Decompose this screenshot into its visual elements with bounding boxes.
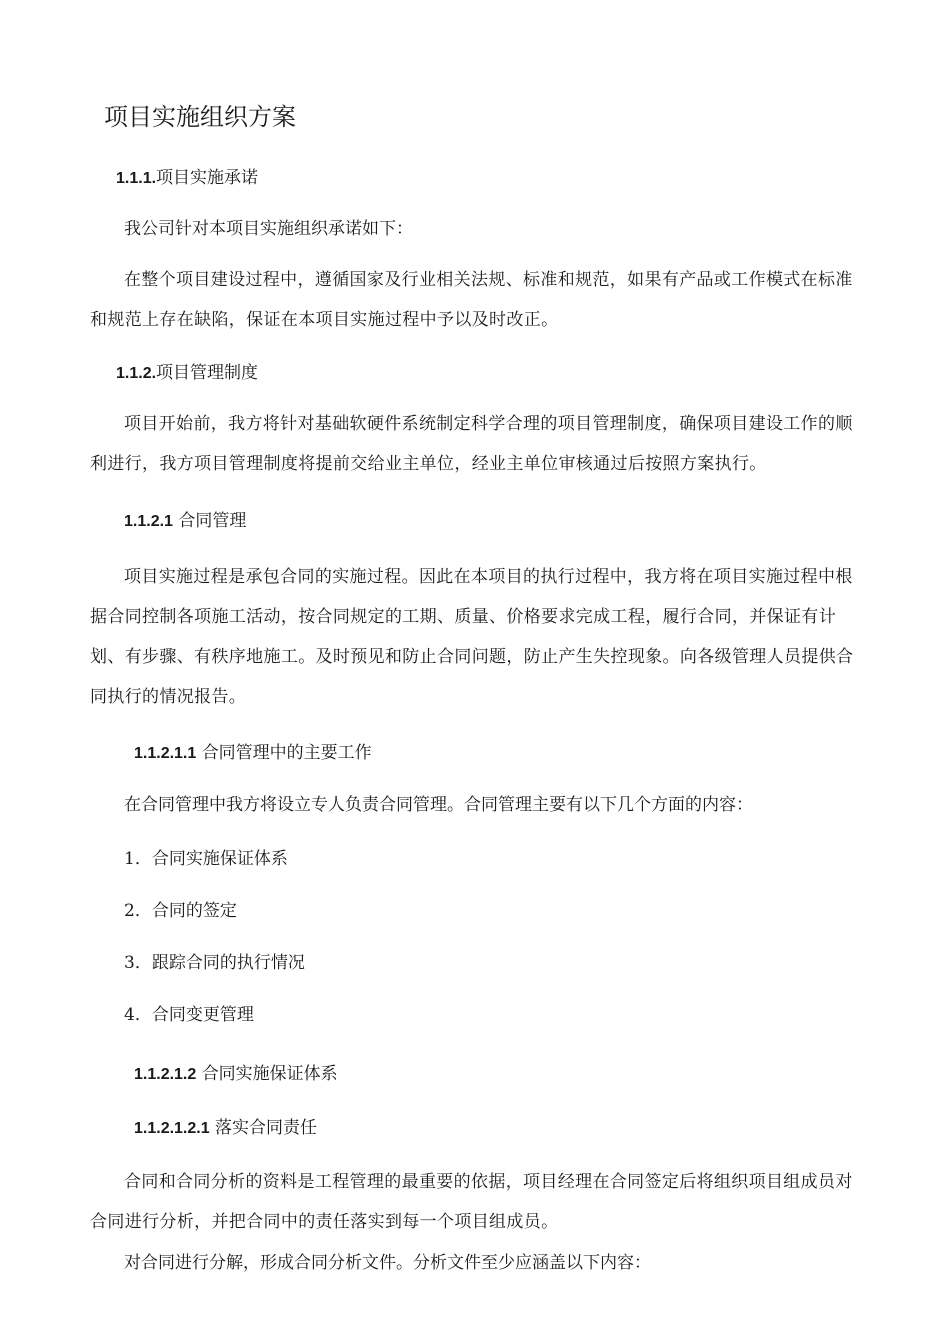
list-item: 4．合同变更管理 bbox=[124, 1005, 254, 1025]
list-item: 3．跟踪合同的执行情况 bbox=[124, 953, 305, 973]
list-item: 2．合同的签定 bbox=[124, 901, 237, 921]
heading-number: 1.1.2. bbox=[116, 365, 157, 382]
heading-text: 落实合同责任 bbox=[215, 1118, 318, 1138]
heading-text: 合同管理 bbox=[178, 511, 247, 531]
heading-text: 合同管理中的主要工作 bbox=[201, 743, 372, 763]
heading-1-1-2-1 bbox=[124, 508, 246, 535]
heading-text: 合同实施保证体系 bbox=[201, 1064, 338, 1084]
heading-number: 1.1.1. bbox=[116, 170, 157, 187]
heading-1-1-2-1-2-1 bbox=[134, 1115, 317, 1142]
heading-number: 1.1.2.1.1 bbox=[134, 745, 197, 762]
paragraph: 项目开始前，我方将针对基础软硬件系统制定科学合理的项目管理制度，确保项目建设工作的顺利进行，我方项目管理制度将提前交给业主单位，经业主单位审核通过后按照方案执行。 bbox=[90, 414, 853, 474]
heading-1-1-2-1-2 bbox=[134, 1061, 338, 1088]
heading-1-1-1 bbox=[116, 165, 258, 192]
paragraph: 我公司针对本项目实施组织承诺如下： bbox=[124, 219, 413, 239]
heading-1-1-2-1-1 bbox=[134, 740, 372, 767]
heading-number: 1.1.2.1.2 bbox=[134, 1066, 197, 1083]
list-item: 1．合同实施保证体系 bbox=[124, 849, 288, 869]
heading-text: 项目管理制度 bbox=[156, 363, 259, 383]
page-title: 项目实施组织方案 bbox=[104, 103, 296, 131]
heading-number: 1.1.2.1.2.1 bbox=[134, 1120, 210, 1137]
paragraph: 项目实施过程是承包合同的实施过程。因此在本项目的执行过程中，我方将在项目实施过程中根据合同控制各项施工活动，按合同规定的工期、质量、价格要求完成工程，履行合同，并保证有计划、有步骤、有秩序地施工。及时预见和防止合同问题，防止产生失控现象。向各级管理人员提供合同执行的情况报告。 bbox=[90, 567, 854, 707]
heading-number: 1.1.2.1 bbox=[124, 513, 173, 530]
paragraph: 对合同进行分解，形成合同分析文件。分析文件至少应涵盖以下内容： bbox=[124, 1253, 651, 1273]
heading-text: 项目实施承诺 bbox=[156, 168, 259, 188]
paragraph: 在合同管理中我方将设立专人负责合同管理。合同管理主要有以下几个方面的内容： bbox=[124, 795, 753, 815]
paragraph: 在整个项目建设过程中，遵循国家及行业相关法规、标准和规范，如果有产品或工作模式在标准和规范上存在缺陷，保证在本项目实施过程中予以及时改正。 bbox=[90, 270, 853, 330]
paragraph: 合同和合同分析的资料是工程管理的最重要的依据，项目经理在合同签定后将组织项目组成员对合同进行分析，并把合同中的责任落实到每一个项目组成员。 bbox=[90, 1172, 853, 1232]
heading-1-1-2 bbox=[116, 360, 258, 387]
